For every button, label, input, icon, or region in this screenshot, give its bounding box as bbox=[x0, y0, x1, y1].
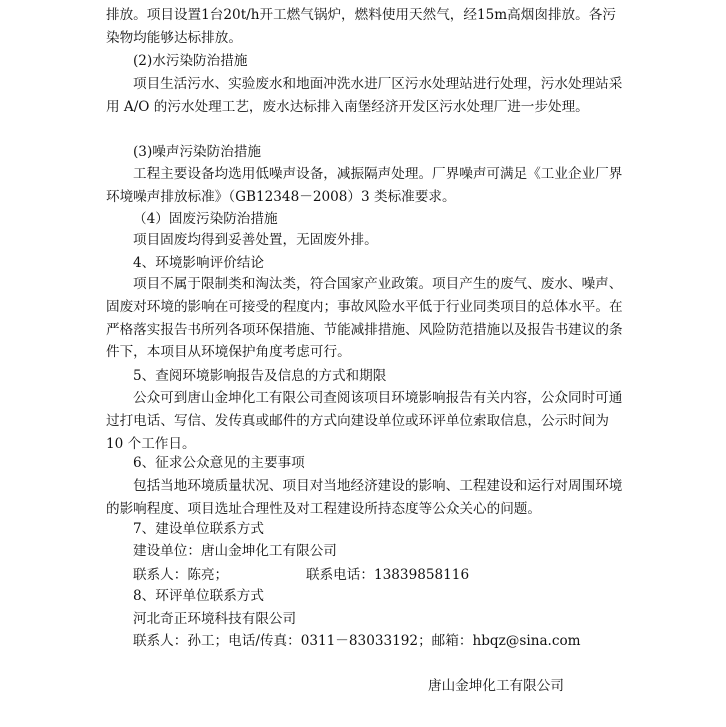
paragraph-solid-waste: 项目固废均得到妥善处置，无固废外排。 bbox=[133, 232, 378, 248]
paragraph-section-6: 包括当地环境质量状况、项目对当地经济建设的影响、工程建设和运行对周围环境的影响程度、项目选址合理性及对工程建设所持态度等公众关心的问题。 bbox=[106, 478, 623, 517]
builder-contact-person: 联系人：陈亮； bbox=[133, 567, 229, 583]
heading-noise-pollution: (3)噪声污染防治措施 bbox=[133, 144, 262, 160]
paragraph-section-4: 项目不属于限制类和淘汰类，符合国家产业政策。项目产生的废气、废水、噪声、固废对环境的影响在可接受的程度内；事故风险水平低于行业同类项目的总体水平。在严格落实报告书所列各项环保措施、节能减排措施、风险防范措施以及报告书建议的条件下，本项目从环境保护角度考虑可行。 bbox=[106, 276, 623, 361]
builder-phone: 联系电话：13839858116 bbox=[306, 567, 470, 583]
heading-section-6: 6、征求公众意见的主要事项 bbox=[133, 455, 305, 471]
eia-unit: 河北奇正环境科技有限公司 bbox=[133, 611, 297, 627]
heading-water-pollution: (2)水污染防治措施 bbox=[133, 53, 248, 69]
heading-solid-waste: （4）固废污染防治措施 bbox=[133, 211, 278, 227]
paragraph-water-pollution: 项目生活污水、实验废水和地面冲洗水进厂区污水处理站进行处理，污水处理站采用 A/O 的污水处理工艺，废水达标排入南堡经济开发区污水处理厂进一步处理。 bbox=[106, 76, 623, 115]
paragraph-emission-tail: 排放。项目设置1台20t/h开工燃气锅炉，燃料使用天然气，经15m高烟囱排放。各污染物均能够达标排放。 bbox=[106, 7, 616, 46]
heading-section-4: 4、环境影响评价结论 bbox=[133, 255, 264, 271]
paragraph-section-5: 公众可到唐山金坤化工有限公司查阅该项目环境影响报告有关内容，公众同时可通过打电话、写信、发传真或邮件的方式向建设单位或环评单位索取信息，公示时间为 10 个工作日。 bbox=[106, 390, 623, 452]
eia-contact: 联系人：孙工；电话/传真：0311－83033192；邮箱：hbqz@sina.com bbox=[133, 633, 581, 649]
heading-section-5: 5、查阅环境影响报告及信息的方式和期限 bbox=[133, 368, 387, 384]
builder-unit: 建设单位：唐山金坤化工有限公司 bbox=[133, 543, 337, 559]
signature: 唐山金坤化工有限公司 bbox=[428, 678, 564, 694]
heading-section-8: 8、环评单位联系方式 bbox=[133, 588, 264, 604]
heading-section-7: 7、建设单位联系方式 bbox=[133, 521, 264, 537]
paragraph-noise-pollution: 工程主要设备均选用低噪声设备，减振隔声处理。厂界噪声可满足《工业企业厂界环境噪声排放标准》（GB12348－2008）3 类标准要求。 bbox=[106, 166, 623, 205]
